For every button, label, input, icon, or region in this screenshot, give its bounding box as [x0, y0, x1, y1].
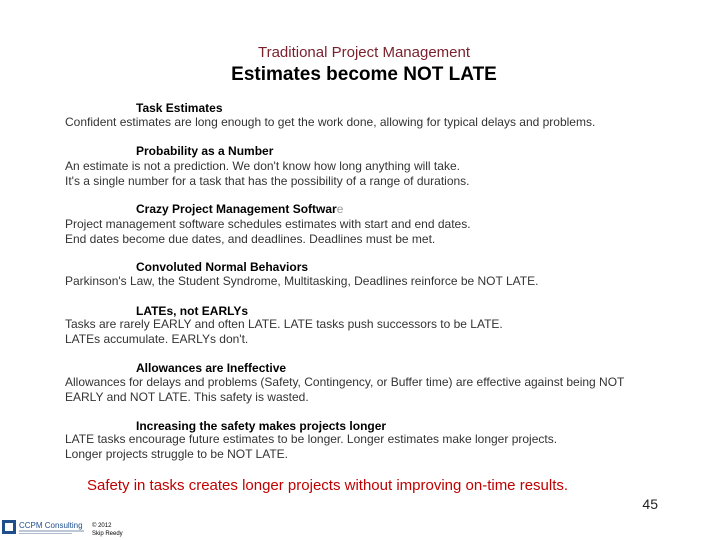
body-line: Confident estimates are long enough to get the work done, allowing for typical delays and problems.: [65, 115, 596, 129]
body-line: End dates become due dates, and deadlines. Deadlines must be met.: [65, 232, 436, 246]
logo-mark-inner: [5, 523, 13, 531]
body-line: Project management software schedules estimates with start and end dates.: [65, 217, 471, 231]
body-line: LATE tasks encourage future estimates to be longer. Longer estimates make longer projects.: [65, 432, 558, 446]
logo-wordmark: CCPM Consulting: [19, 521, 83, 530]
section-body-lates: [65, 317, 503, 347]
slide-subtitle: Traditional Project Management: [257, 44, 471, 61]
section-heading-normal-behaviors: Convoluted Normal Behaviors: [136, 260, 309, 274]
body-line: An estimate is not a prediction. We don't know how long anything will take.: [65, 159, 460, 173]
body-line: Parkinson's Law, the Student Syndrome, Multitasking, Deadlines reinforce be NOT LATE.: [65, 274, 539, 288]
heading-tail: e: [336, 202, 344, 216]
section-heading-task-estimates: Task Estimates: [136, 101, 223, 115]
section-body-allowances: [65, 375, 624, 405]
heading-main: Crazy Project Management Softwar: [136, 202, 337, 216]
body-line: It's a single number for a task that has the possibility of a range of durations.: [65, 174, 470, 188]
section-body-task-estimates: [65, 115, 595, 130]
section-body-probability: [65, 159, 470, 189]
page-number: 45: [642, 496, 658, 512]
section-heading-probability: Probability as a Number: [136, 144, 274, 158]
slide-title: Estimates become NOT LATE: [231, 64, 497, 85]
section-heading-allowances: Allowances are Ineffective: [136, 361, 287, 375]
section-body-pm-software: [65, 217, 471, 247]
copyright-author: Skip Reedy: [92, 531, 123, 537]
section-body-normal-behaviors: [65, 274, 538, 289]
body-line: Tasks are rarely EARLY and often LATE. LATE tasks push successors to be LATE.: [65, 317, 503, 331]
section-heading-lates: LATEs, not EARLYs: [136, 304, 249, 318]
body-line: LATEs accumulate. EARLYs don't.: [65, 332, 249, 346]
ccpm-consulting-logo: [2, 518, 86, 536]
footer-copyright: [92, 522, 123, 538]
body-line: Allowances for delays and problems (Safety, Contingency, or Buffer time) are effective against being NOT: [65, 375, 625, 389]
body-line: Longer projects struggle to be NOT LATE.: [65, 447, 289, 461]
section-heading-pm-software: [136, 202, 343, 216]
copyright-year: © 2012: [92, 523, 112, 529]
section-body-increasing-safety: [65, 432, 557, 462]
section-heading-increasing-safety: Increasing the safety makes projects longer: [136, 419, 387, 433]
body-line: EARLY and NOT LATE. This safety is wasted.: [65, 390, 309, 404]
summary-statement: Safety in tasks creates longer projects without improving on-time results.: [87, 477, 569, 494]
